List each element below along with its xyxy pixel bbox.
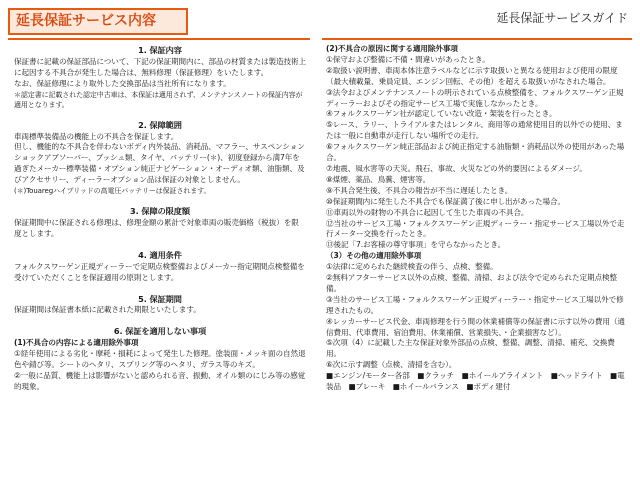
list-item: ①保守および整備に不備・間違いがあったとき。 — [326, 54, 490, 64]
list-item: ①法律に定められた継続検査の伴う、点検、整備。 — [326, 262, 498, 272]
list-item: ②取扱い説明書、車両本体注意ラベルなどに示す取扱いと異なる使用および使用の限度（最大積載量、乗員定員、エンジン回転、その他）を超える取扱いがなされた場合。 — [326, 65, 618, 86]
list-item: ④レッカーサービス代金、車両修理を行う間の休業補償等の保証書に示す以外の費用（通信費用、代車費用、宿泊費用、休業補償、営業損失、・企業損害など）。 — [326, 316, 625, 337]
section-title-conditions: 4. 適用条件 — [138, 249, 182, 260]
section-body: フォルクスワーゲン正規ディーラーで定期点検整備およびメーカー指定期間点検整備を受けていただくことを保証適用の原則とします。 — [14, 261, 305, 282]
left-column — [14, 44, 306, 474]
subsection-title: (2)不具合の原因に関する適用除外事項 — [326, 44, 458, 53]
section-title-exclusions: 6. 保証を適用しない事項 — [113, 326, 207, 337]
section-title-warranty-contents: 1. 保証内容 — [138, 45, 182, 55]
list-item: ⑤次項（4）に記載した主な保証対象外部品の点検、整備、調整、清掃、補充、交換費用。 — [326, 338, 615, 359]
section-body: 保証書に記載の保証部品について、下記の保証期間内に、部品の材質または製造技術上に起因する不具合が発生した場合は、無料修理（保証修理）をいたします。 — [14, 56, 306, 77]
list-item: ①経年使用による劣化・摩耗・損耗によって発生した修理。塗装面・メッキ面の自然退色や錆び等。シートのヘタリ、スプリング等のヘタリ、ガラス等のキズ。 — [14, 349, 306, 370]
list-item: ⑧煤煙、薬品、鳥糞、煙害等。 — [326, 174, 431, 184]
section-body: なお、保証修理により取外した交換部品は当社所有になります。 — [14, 78, 231, 88]
left-divider — [8, 38, 310, 40]
list-item: ②無料アフターサービス以外の点検、整備、清掃、および法令で定められた定期点検整備。 — [326, 273, 617, 293]
list-item: ④フォルクスワーゲン社が認定していない改造・架装を行ったとき。 — [326, 109, 557, 119]
section-note: (＊)Touaregハイブリッドの高電圧バッテリーは保証されます。 — [14, 187, 211, 196]
section-body: 保証期間は保証書本紙に記載された期限といたします。 — [14, 305, 201, 315]
list-item: ③当社のサービス工場・フォルクスワーゲン正規ディーラー・指定サービス工場以外で修理されたもの。 — [326, 294, 624, 315]
section-title-period: 5. 保証期間 — [138, 293, 182, 304]
list-item: ⑨不具合発生後、不具合の報告が不当に遅延したとき。 — [326, 185, 513, 195]
section-body: 車両標準装備品の機能上の不具合を保証します。 — [14, 131, 179, 141]
list-item: ⑦地震、風水害等の天災。飛石、事故、火災などの外的要因によるダメージ。 — [326, 163, 587, 173]
section-body: 保証期間中に保証される修理は、修理金額の累計で対象車両の販売価格（税抜）を限度とします。 — [14, 217, 299, 238]
right-column — [326, 44, 628, 474]
list-item: ③法令およびメンテナンスノートの明示されている点検整備を、フォルクスワーゲン正規ディーラーおよびその指定サービス工場で実施しなかったとき。 — [326, 87, 624, 108]
right-divider — [322, 38, 632, 40]
list-item: ⑫当社のサービス工場・フォルクスワーゲン正規ディーラー・指定サービス工場以外で走行メーター交換を行ったとき。 — [326, 218, 625, 239]
list-item: ⑤レース、ラリー、トライアルまたはレンタル、商用等の通常使用目的以外での使用、または一般に自動車が走行しない場所での走行。 — [326, 120, 623, 141]
section-note: ＊認定書に記載された認定中古車は、本保証は適用されず、メンテナンスノートの保証内容が適用となります。 — [14, 90, 303, 109]
adjustment-items-list: ■エンジン/モーター各部 ■クラッチ ■ホイールアライメント ■ヘッドライト ■電装品 ■ブレーキ ■ホイールバランス ■ボディ建付 — [326, 371, 625, 392]
list-item: ⑥次に示す調整（点検、清掃を含む）。 — [326, 360, 457, 370]
subsection-title: (1)不具合の内容による適用除外事項 — [14, 338, 139, 348]
section-title-limit: 3. 保障の限度額 — [130, 206, 190, 217]
section-title-warranty-scope: 2. 保障範囲 — [138, 119, 182, 130]
list-item: ⑪車両以外の財物の不具合に起因して生じた車両の不具合。 — [326, 207, 529, 217]
list-item: ⑩保証期間内に発生した不具合でも保証満了後に申し出があった場合。 — [326, 196, 565, 206]
guide-title: 延長保証サービスガイド — [496, 11, 628, 25]
section-body: 但し、機能的な不具合を伴わないボディ内外装品、消耗品、マフラー、サスペンションショックアブソーバー、ブッシュ類、タイヤ、バッテリー(＊)、初度登録から満7年を過ぎたメーカー標準装備・オプション純正ナビゲーション・オーディオ類、油脂類、及びアクセサリー、ディーラーオプション品は保証の対象としません。 — [14, 142, 305, 185]
page-badge-title: 延長保証サービス内容 — [8, 8, 188, 35]
subsection-title: （3）その他の適用除外事項 — [326, 251, 422, 261]
list-item: ⑬後記「7.お客様の尊守事項」を守らなかったとき。 — [326, 240, 506, 250]
list-item: ⑥フォルクスワーゲン純正部品および純正指定する油脂類・消耗品以外の使用があった場合。 — [326, 142, 625, 163]
list-item: ②一般に品質、機能上は影響がないと認められる音、振動、オイル類のにじみ等の感覚的現象。 — [14, 370, 306, 391]
